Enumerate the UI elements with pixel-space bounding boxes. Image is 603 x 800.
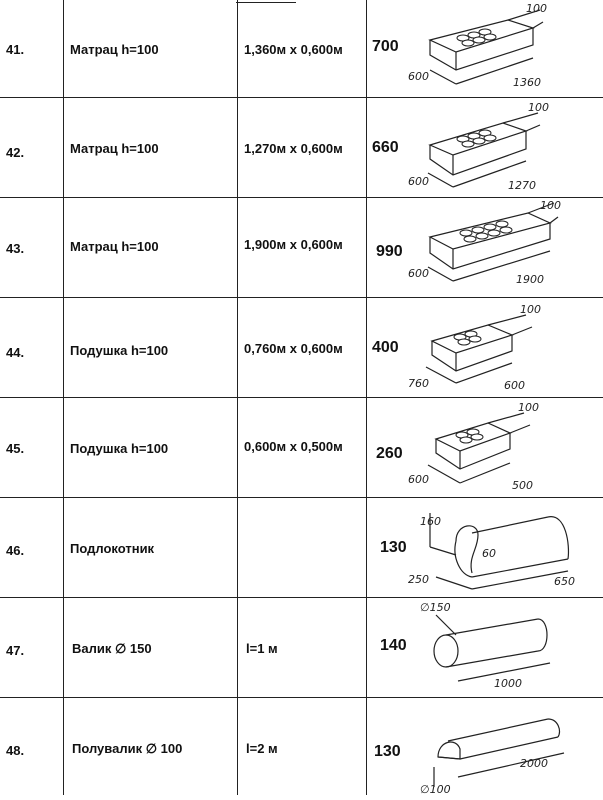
table-row <box>0 97 603 198</box>
bolster-sketch <box>408 597 603 695</box>
item-price: 700 <box>372 38 399 55</box>
armrest-sketch <box>408 497 603 595</box>
mattress-sketch <box>408 0 603 98</box>
item-price: 130 <box>374 743 401 760</box>
column-divider <box>63 697 64 795</box>
table-row <box>0 397 603 498</box>
column-divider <box>366 197 367 297</box>
table-row <box>0 497 603 598</box>
item-name: Матрац h=100 <box>70 42 159 57</box>
half-bolster-sketch <box>408 697 603 795</box>
item-price: 140 <box>380 637 407 654</box>
dimension-bottom: 1270 <box>508 179 536 192</box>
dimension-top: 100 <box>540 199 561 212</box>
dimension-left: ∅100 <box>420 783 451 795</box>
pillow-sketch <box>408 397 603 495</box>
dimension-left: 600 <box>408 175 429 188</box>
column-divider <box>366 297 367 397</box>
row-number: 46. <box>6 543 25 558</box>
item-name: Матрац h=100 <box>70 239 159 254</box>
column-divider <box>366 0 367 97</box>
dimension-bottom: 600 <box>504 379 525 392</box>
item-price: 400 <box>372 339 399 356</box>
table-row <box>0 197 603 298</box>
dimension-top: 100 <box>528 101 549 114</box>
dimension-left: 600 <box>408 473 429 486</box>
column-divider <box>63 197 64 297</box>
column-divider <box>366 697 367 795</box>
row-number: 45. <box>6 441 25 456</box>
item-name: Матрац h=100 <box>70 141 159 156</box>
row-number: 44. <box>6 345 25 360</box>
item-price: 260 <box>376 445 403 462</box>
row-number: 43. <box>6 241 25 256</box>
mattress-sketch <box>408 97 603 195</box>
column-divider <box>237 497 238 597</box>
item-size: l=2 м <box>246 741 278 756</box>
dimension-top: 100 <box>526 2 547 15</box>
dimension-bottom: 650 <box>554 575 575 588</box>
column-divider <box>237 97 238 197</box>
dimension-bottom: 500 <box>512 479 533 492</box>
column-divider <box>237 597 238 697</box>
column-divider <box>366 497 367 597</box>
column-divider <box>237 197 238 297</box>
row-number: 47. <box>6 643 25 658</box>
dimension-bottom: 1000 <box>494 677 522 690</box>
row-number: 42. <box>6 145 25 160</box>
item-price: 990 <box>376 243 403 260</box>
table-row <box>0 0 603 98</box>
column-divider <box>366 597 367 697</box>
item-name: Полувалик ∅ 100 <box>72 741 183 756</box>
dimension-bottom: 1900 <box>516 273 544 286</box>
column-divider <box>63 297 64 397</box>
dimension-left: 600 <box>408 267 429 280</box>
item-name: Подушка h=100 <box>70 343 169 358</box>
column-divider <box>237 697 238 795</box>
column-divider <box>63 0 64 97</box>
item-size: 1,900м х 0,600м <box>244 237 343 252</box>
dimension-bottom: 2000 <box>520 757 548 770</box>
table-row <box>0 697 603 795</box>
dimension-left: 600 <box>408 70 429 83</box>
item-size: 0,600м х 0,500м <box>244 439 343 454</box>
dimension-top: ∅150 <box>420 601 451 614</box>
pillow-sketch <box>408 297 603 395</box>
table-row <box>0 597 603 698</box>
item-price: 660 <box>372 139 399 156</box>
item-name: Подлокотник <box>70 541 155 556</box>
column-divider <box>237 297 238 397</box>
dimension-left: 760 <box>408 377 429 390</box>
dimension-top: 100 <box>520 303 541 316</box>
column-divider <box>366 97 367 197</box>
mattress-sketch <box>408 197 603 295</box>
column-divider <box>63 97 64 197</box>
column-divider <box>237 0 238 97</box>
dimension-top: 160 <box>420 515 441 528</box>
item-size: l=1 м <box>246 641 278 656</box>
row-number: 41. <box>6 42 25 57</box>
column-divider <box>63 597 64 697</box>
item-size: 0,760м х 0,600м <box>244 341 343 356</box>
column-divider <box>63 497 64 597</box>
column-divider <box>237 397 238 497</box>
dimension-left: 250 <box>408 573 429 586</box>
item-size: 1,270м х 0,600м <box>244 141 343 156</box>
dimension-mid: 60 <box>482 547 496 560</box>
row-number: 48. <box>6 743 25 758</box>
table-row <box>0 297 603 398</box>
item-price: 130 <box>380 539 407 556</box>
column-divider <box>63 397 64 497</box>
dimension-top: 100 <box>518 401 539 414</box>
item-name: Валик ∅ 150 <box>72 641 152 656</box>
column-divider <box>366 397 367 497</box>
item-name: Подушка h=100 <box>70 441 169 456</box>
dimension-bottom: 1360 <box>513 76 541 89</box>
item-size: 1,360м х 0,600м <box>244 42 343 57</box>
